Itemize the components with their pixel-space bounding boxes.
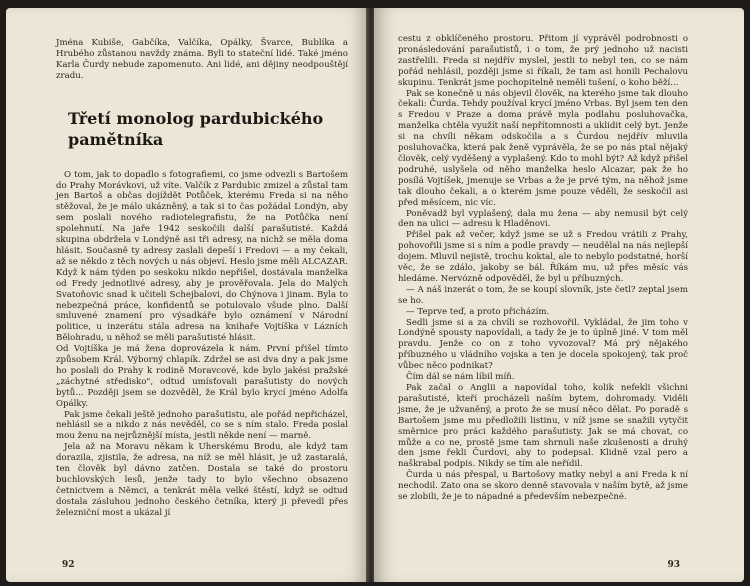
body-paragraph: Sedli jsme si a za chvíli se rozhovořil. Vykládal, že jim toho v Londýně spousty napovídali, a tady že je to úplně jiné. V tom měl pravdu. Jenže co on z toho vyvozoval? Má prý nějakého příbuzného u vládního vojska a ten je docela spokojený, tak proč vůbec něco podnikat?: [398, 317, 688, 372]
right-page: [374, 8, 744, 582]
body-paragraph: Pak jsme čekali ještě jednoho parašutistu, ale pořád nepřicházel, nehlásil se a nikdo z nás nevěděl, co se s ním stalo. Freda poslal mou ženu na nejrůznější místa, jestli někde není — marně.: [56, 409, 348, 442]
body-paragraph: Čurda u nás přespal, u Bartošovy matky nebyl a ani Freda k ní nechodil. Zato ona se skoro denně stavovala v naším bytě, až jsme se zlobili, že je to nápadné a především nebezpečné.: [398, 470, 688, 503]
left-page: [6, 8, 368, 582]
body-paragraph: Jela až na Moravu někam k Uherskému Brodu, ale když tam dorazila, zjistila, že adresa, na níž se měl hlásit, je už zastaralá, ten člověk byl dávno zatčen. Dostala se také do prostoru buchlovských lesů, jenže tady to bylo všechno obsazeno četnictvem a Němci, a tenkrát měla velké štěstí, když se odtud dostala zásluhou jednoho českého četníka, který ji převedl přes železniční most a ukázal jí: [56, 442, 348, 518]
chapter-heading: Třetí monolog pardubického pamětníka: [68, 108, 324, 149]
dialogue-line: — Teprve teď, a proto přicházím.: [406, 306, 550, 317]
body-paragraph: Poněvadž byl vyplašený, dala mu žena — aby nemusil být celý den na ulici — adresu k Hladěnovi.: [398, 208, 688, 230]
page-number: 92: [62, 560, 75, 570]
body-paragraph: Pak začal o Anglii a napovídal toho, kolik nefekli všichni parašutisté, kteří procházeli naším bytem, dohromady. Viděli jsme, že je užvaněný, a proto že se musí něco dělat. Po poradě s Bartošem jsme mu předložili listinu, v níž jsme se snažili vytyčit směrnice pro práci každého parašutisty. Jak se má chovat, co může a co ne, prostě jsme tam shrnuli naše zkušenosti a druhý den jsme řekli Čurdovi, aby to podepsal. Klidně vzal pero a naškrabal podpis. Nikdy se tím ale neřídil.: [398, 383, 688, 470]
body-paragraph: Přišel pak až večer, když jsme se už s Fredou vrátili z Prahy, pohovořili jsme si s ním a podle pravdy — neudělal na nás nejlepší dojem. Mluvil nejistě, trochu koktal, ale to nebylo podstatné, horší věc, že se zdálo, jakoby se bál. Říkám mu, už přes měsíc vás hledáme. Nervózně odpověděl, že byl u příbuzných.: [398, 230, 688, 284]
opening-paragraph: Jména Kubiše, Gabčíka, Valčíka, Opálky, Švarce, Bublíka a Hrubého zůstanou navždy známa. Byli to stateční lidé. Také jméno Karla Čurdy nebude zapomenuto. Ani lidé, ani dějiny neodpouštějí zradu.: [56, 38, 348, 81]
body-paragraph: Čím dál se nám líbil míň.: [406, 372, 515, 383]
page-number: 93: [667, 560, 680, 570]
body-paragraph: O tom, jak to dopadlo s fotografiemi, co jsme odvezli s Bartošem do Prahy Morávkovi, už víte. Valčík z Pardubic zmizel a zůstal tam jen Bartoš a občas dojíždět Potůček, kterému Freda si na něho stěžoval, že je málo ukázněný, a tak si to čas požádal Londýn, aby sem poslali nového radiotelegrafistu, že na Potůčka není spolehnutí. Na jaře 1942 seskočili další parašutisté. Každá skupina obdržela v Londýně asi tři adresy, na nichž se měla doma hlásit. Současně ty adresy zaslali depeší i Fredovi — a my čekali, až se někdo z těch nových u nás objeví. Heslo jsme měli ALCAZAR. Když k nám týden po seskoku nikdo nepřišel, dostávala manželka od Fredy jednotlivé adresy, aby je prověřovala. Jela do Malých Svatoňovic snad k učiteli Schejbalovi, do Chýnova i jinam. Byla to nebezpečná práce, konfidentů se potulovalo všude plno. Další smluvené znamení pro výsadkáře bylo oznámení v Národní politice, u inzerátu stála adresa na knihaře Vojtíška v Lázních Bělohradu, u něhož se měli parašutisté hlásit.: [56, 169, 349, 344]
dialogue-line: — A náš inzerát o tom, že se koupí slovník, jste četl? zeptal jsem se ho.: [398, 284, 688, 306]
body-paragraph: Od Vojtíška je má žena doprovázela k nám. První přišel tímto způsobem Král. Výborný chlapík. Zdržel se asi dva dny a pak jsme ho poslali do Prahy k rodině Moravcově, kde bylo jakési pražské „záchytné středisko", odtud umísťovali parašutisty do nových bytů... Později jsem se dozvěděl, že Král bylo krycí jméno Adolfa Opálky.: [56, 344, 348, 409]
body-paragraph: Pak se konečně u nás objevil člověk, na kterého jsme tak dlouho čekali: Čurda. Tehdy používal krycí jméno Vrbas. Byl jsem ten den s Fredou v Praze a doma právě myla podlahu posluhovačka, manželka chtěla využít naší nepřítomnosti a uklidit celý byt. Jenže si na chvíli někam odskočila a s Čurdou nejdřív mluvila posluhovačka, která pak ženě vyprávěla, že se po nás ptal nějaký člověk, celý vyděšený a vyplašený. Kdo to mohl být? Až když přišel podruhé, uslyšela od něho manželka heslo Alcazar, pak že ho posílá Vojtíšek, jmenuje se Vrbas a že je prvé tým, na něhož jsme tak dlouho čekali, a o kterém jsme pouze věděli, že seskočil asi před měsícem, nic víc.: [398, 88, 688, 208]
body-paragraph: cestu z obklíčeného prostoru. Přitom jí vyprávěl podrobnosti o pronásledování parašutistů, i o tom, že prý jednoho už nacisti zastřelili. Freda si nejdřív myslel, jestli to nebyl ten, co se nám pořád nehlásil, později jsme si říkali, že tam asi honili Pechalovu skupinu. Tenkrát jsme pochopitelně neměli tušení, o koho běží...: [398, 34, 688, 88]
